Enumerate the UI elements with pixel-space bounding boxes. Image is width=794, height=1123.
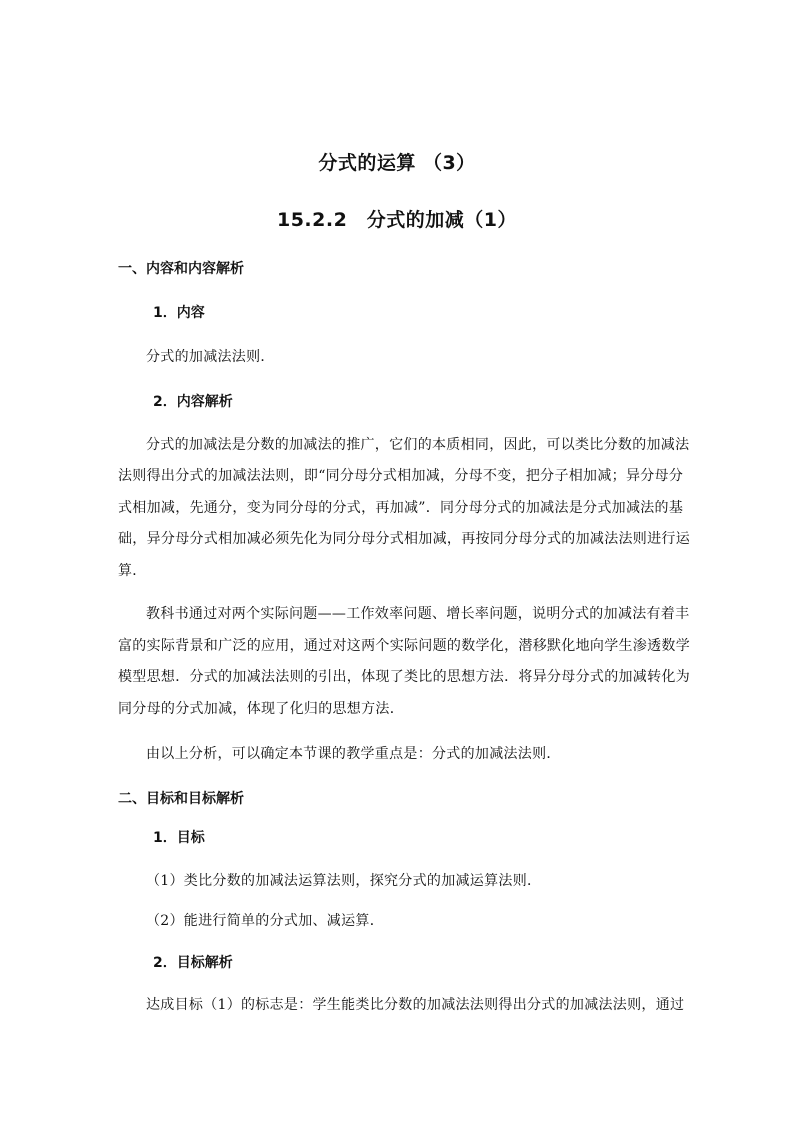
paragraph-line: 式相加减，先通分，变为同分母的分式，再加减”．同分母分式的加减法是分式加减法的基 xyxy=(118,500,684,516)
paragraph-line: 模型思想．分式的加减法法则的引出，体现了类比的思想方法．将异分母分式的加减转化为 xyxy=(118,669,690,685)
content-text: 分式的加减法法则． xyxy=(146,349,275,365)
goal-item: （1）类比分数的加减法运算法则，探究分式的加减运算法则． xyxy=(146,873,542,889)
section-heading-content: 一、内容和内容解析 xyxy=(118,261,244,277)
paragraph-line: 分式的加减法是分数的加减法的推广，它们的本质相同，因此，可以类比分数的加减法 xyxy=(146,437,690,453)
goal-item: （2）能进行简单的分式加、减运算． xyxy=(146,913,385,929)
paragraph-line: 算． xyxy=(118,563,147,579)
page-subtitle: 15.2.2 分式的加减（1） xyxy=(276,209,518,231)
paragraph-line: 法则得出分式的加减法法则，即“同分母分式相加减，分母不变，把分子相加减；异分母分 xyxy=(118,468,684,484)
paragraph-line: 由以上分析，可以确定本节课的教学重点是：分式的加减法法则． xyxy=(146,746,561,762)
paragraph-line: 同分母的分式加减，体现了化归的思想方法． xyxy=(118,701,404,717)
subheading-content-analysis: 2．内容解析 xyxy=(153,394,233,410)
paragraph-line: 础，异分母分式相加减必须先化为同分母分式相加减，再按同分母分式的加减法法则进行运 xyxy=(118,531,690,547)
subheading-content: 1．内容 xyxy=(153,305,205,321)
paragraph-line: 富的实际背景和广泛的应用，通过对这两个实际问题的数学化，潜移默化地向学生渗透数学 xyxy=(118,638,690,654)
paragraph-line: 达成目标（1）的标志是：学生能类比分数的加减法法则得出分式的加减法法则，通过 xyxy=(146,997,685,1013)
paragraph-line: 教科书通过对两个实际问题——工作效率问题、增长率问题，说明分式的加减法有着丰 xyxy=(146,606,690,622)
page-title: 分式的运算 （3） xyxy=(318,152,476,174)
section-heading-goals: 二、目标和目标解析 xyxy=(118,791,244,807)
subheading-goals: 1．目标 xyxy=(153,830,205,846)
subheading-goal-analysis: 2．目标解析 xyxy=(153,955,233,971)
